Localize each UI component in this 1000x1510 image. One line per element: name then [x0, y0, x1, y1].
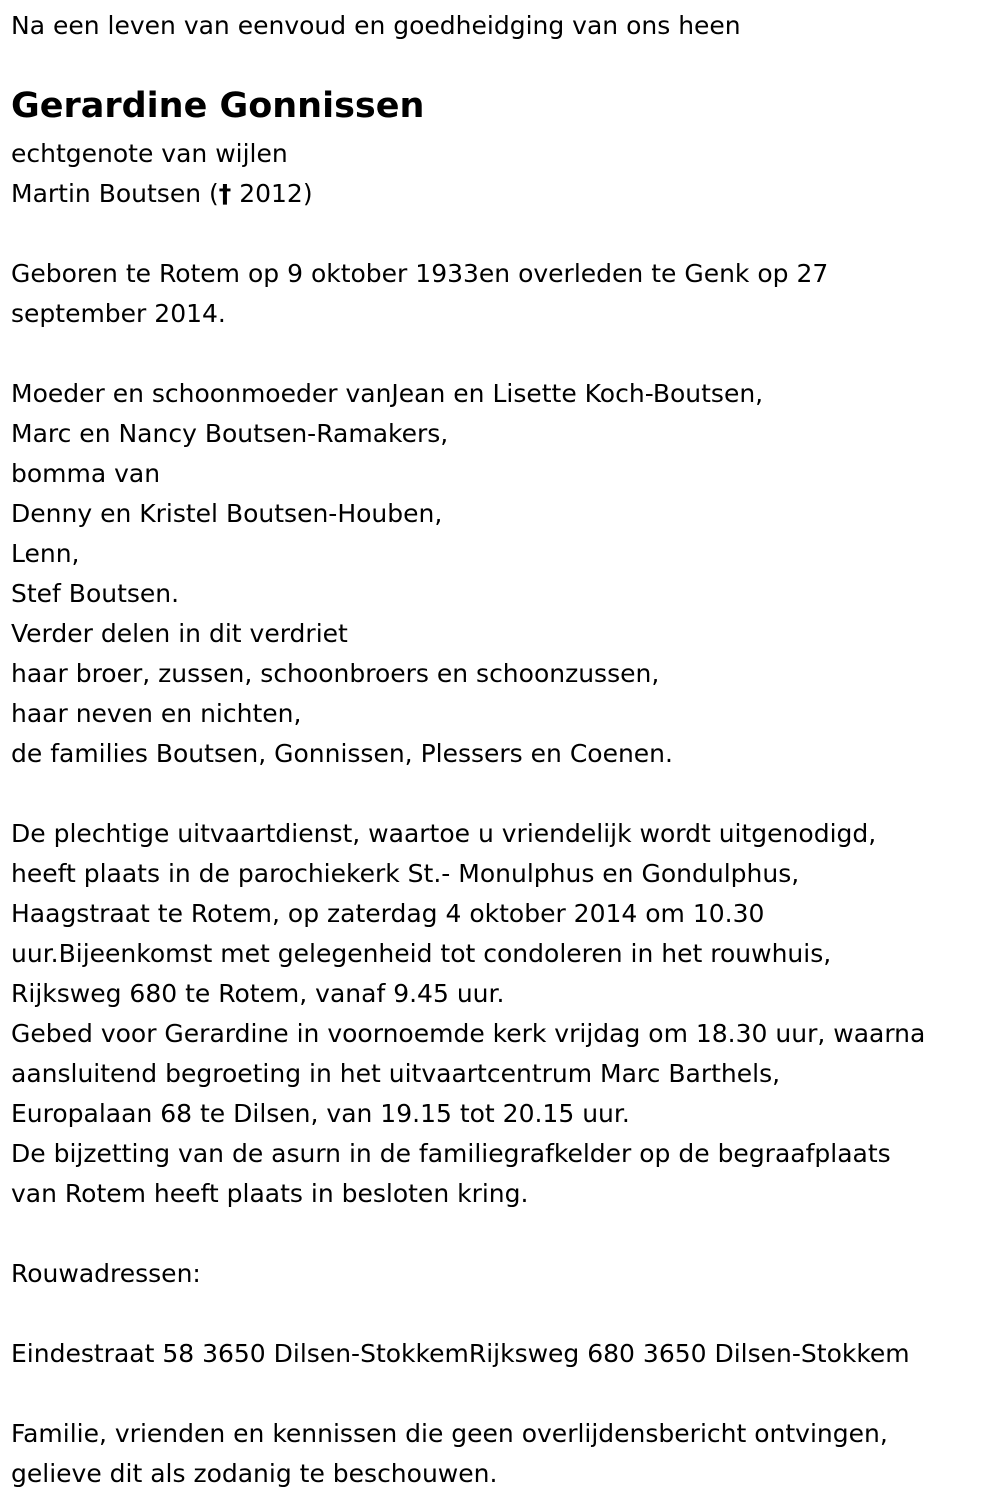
- family-line: Denny en Kristel Boutsen-Houben,: [11, 499, 443, 528]
- service-line: heeft plaats in de parochiekerk St.- Monulphus en Gondulphus,: [11, 859, 800, 888]
- service-line: van Rotem heeft plaats in besloten kring.: [11, 1179, 529, 1208]
- closing-line: Familie, vrienden en kennissen die geen overlijdensbericht ontvingen,: [11, 1419, 888, 1448]
- family-line: de families Boutsen, Gonnissen, Plessers en Coenen.: [11, 739, 673, 768]
- spacer: [11, 774, 990, 814]
- service-line: Haagstraat te Rotem, op zaterdag 4 oktober 2014 om 10.30: [11, 899, 765, 928]
- family-line: haar neven en nichten,: [11, 699, 302, 728]
- service-line: De bijzetting van de asurn in de familiegrafkelder op de begraafplaats: [11, 1139, 891, 1168]
- birth-death-line: september 2014.: [11, 299, 226, 328]
- spacer: [11, 334, 990, 374]
- intro-text: Na een leven van eenvoud en goedheidging van ons heen: [11, 11, 741, 40]
- spouse-relation: echtgenote van wijlen: [11, 139, 288, 168]
- family-line: Marc en Nancy Boutsen-Ramakers,: [11, 419, 449, 448]
- service-line: uur.Bijeenkomst met gelegenheid tot condoleren in het rouwhuis,: [11, 939, 832, 968]
- service-line: Gebed voor Gerardine in voornoemde kerk vrijdag om 18.30 uur, waarna: [11, 1019, 926, 1048]
- family-line: Stef Boutsen.: [11, 579, 180, 608]
- spouse-name-text: Martin Boutsen (: [11, 179, 219, 208]
- family-line: Lenn,: [11, 539, 80, 568]
- addresses-text: Eindestraat 58 3650 Dilsen-StokkemRijksweg 680 3650 Dilsen-Stokkem: [11, 1339, 910, 1368]
- spacer: [11, 1214, 990, 1254]
- family-line: haar broer, zussen, schoonbroers en schoonzussen,: [11, 659, 660, 688]
- closing-line: gelieve dit als zodanig te beschouwen.: [11, 1459, 498, 1488]
- cross-icon: †: [218, 179, 232, 208]
- spouse-name: [11, 174, 990, 214]
- family-line: Verder delen in dit verdriet: [11, 619, 348, 648]
- service-line: aansluitend begroeting in het uitvaartcentrum Marc Barthels,: [11, 1059, 781, 1088]
- spacer: [11, 1374, 990, 1414]
- service-line: De plechtige uitvaartdienst, waartoe u vriendelijk wordt uitgenodigd,: [11, 819, 877, 848]
- birth-death-line: Geboren te Rotem op 9 oktober 1933en overleden te Genk op 27: [11, 259, 829, 288]
- spouse-death-year: 2012): [231, 179, 313, 208]
- service-line: Europalaan 68 te Dilsen, van 19.15 tot 20.15 uur.: [11, 1099, 630, 1128]
- spacer: [11, 1294, 990, 1334]
- deceased-name: Gerardine Gonnissen: [11, 86, 425, 126]
- family-line: Moeder en schoonmoeder vanJean en Lisette Koch-Boutsen,: [11, 379, 764, 408]
- service-line: Rijksweg 680 te Rotem, vanaf 9.45 uur.: [11, 979, 505, 1008]
- family-line: bomma van: [11, 459, 161, 488]
- spacer: [11, 214, 990, 254]
- addresses-heading: Rouwadressen:: [11, 1259, 201, 1288]
